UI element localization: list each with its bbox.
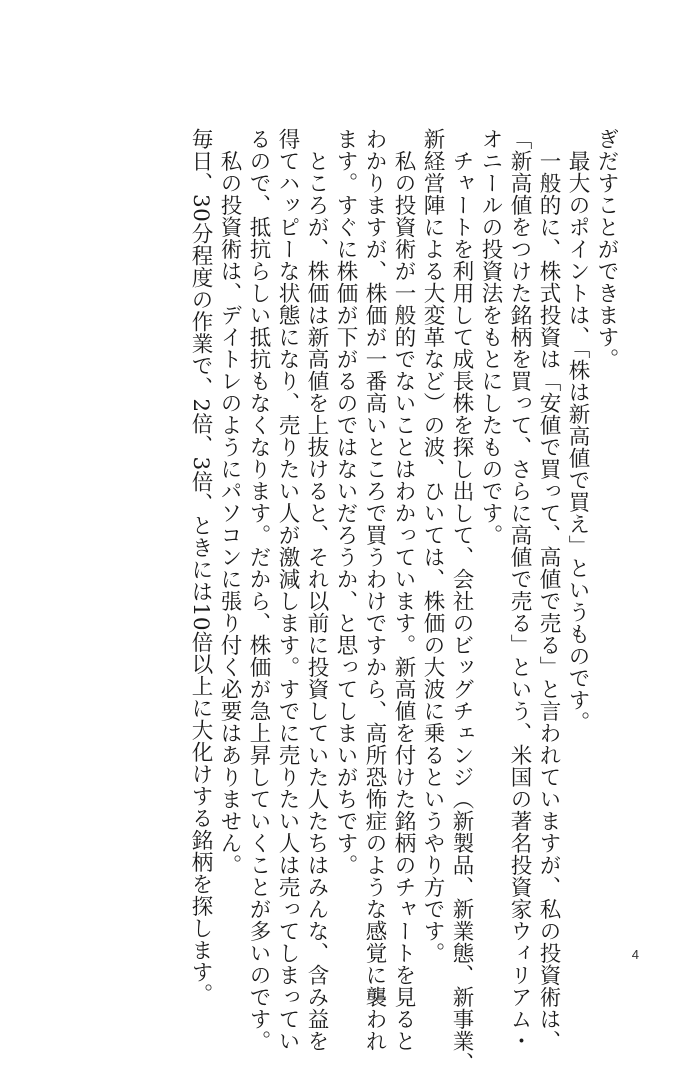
text-line: わかりますが、株価が一番高いところで買うわけですから、高所恐怖症のような感覚に襲われ	[362, 128, 387, 1052]
text-line: 一般的に、株式投資は「安値で買って、高値で売る」と言われていますが、私の投資術は、	[536, 149, 561, 1052]
text-line: 新経営陣による大変革など）の波、ひいては、株価の大波に乗るというやり方です。	[420, 128, 445, 964]
text-line: 毎日、30分程度の作業で、2倍、3倍、ときには10倍以上に大化けする銘柄を探します。	[188, 128, 213, 1006]
text-line: 私の投資術は、デイトレのようにパソコンに張り付く必要はありません。	[217, 149, 242, 876]
page-number: 4	[631, 947, 639, 962]
vertical-text-body	[186, 128, 621, 1074]
text-line: 得てハッピーな状態になり、売りたい人が激減します。すでに売りたい人は売ってしまってい	[275, 128, 300, 1052]
text-line: 最大のポイントは、「株は新高値で買え」というものです。	[565, 149, 590, 733]
text-line: オニールの投資法をもとにしたものです。	[478, 128, 503, 546]
text-line: 私の投資術が一般的でないことはわかっています。新高値を付けた銘柄のチャートを見ると	[391, 149, 416, 1052]
text-line: ぎだすことができます。	[594, 128, 619, 370]
text-line: ます。すぐに株価が下がるのではないだろうか、と思ってしまいがちです。	[333, 128, 358, 876]
text-line: るので、抵抗らしい抵抗もなくなります。だから、株価が急上昇していくことが多いのです。	[246, 128, 271, 1052]
text-line: チャートを利用して成長株を探し出して、会社のビッグチェンジ（新製品、新業態、新事業、	[449, 149, 474, 1074]
text-line: ところが、株価は新高値を上抜けると、それ以前に投資していた人たちはみんな、含み益を	[304, 149, 329, 1052]
text-line: 「新高値をつけた銘柄を買って、さらに高値で売る」という、米国の著名投資家ウィリアム・	[507, 128, 532, 1052]
